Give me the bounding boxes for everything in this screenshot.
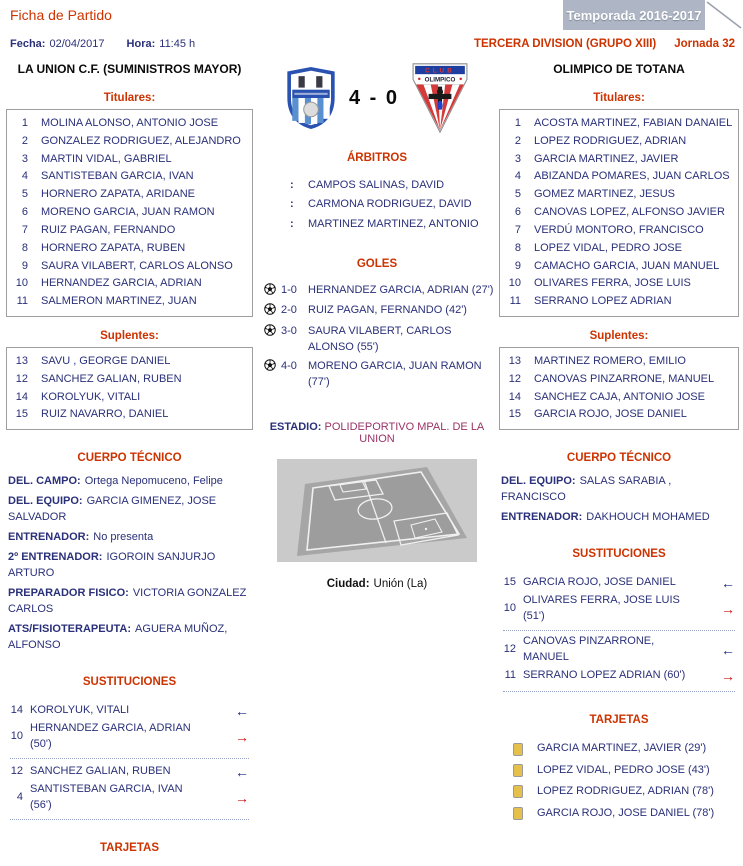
player-row bbox=[502, 151, 736, 169]
player-name: CANOVAS PINZARRONE, MANUEL bbox=[534, 372, 715, 385]
player-number: 8 bbox=[514, 241, 521, 254]
player-name: OLIVARES FERRA, JOSE LUIS (51') bbox=[523, 594, 680, 623]
player-name: SERRANO LOPEZ ADRIAN (60') bbox=[523, 669, 686, 682]
player-number: 1 bbox=[514, 117, 521, 129]
substitution-pair bbox=[10, 698, 249, 759]
player-row bbox=[9, 151, 250, 169]
player-out-arrow-icon: ← bbox=[721, 641, 735, 658]
player-number: 13 bbox=[508, 354, 521, 367]
home-subs-label: SUSTITUCIONES bbox=[82, 675, 177, 688]
away-staff-list bbox=[499, 474, 739, 526]
staff-row bbox=[8, 622, 251, 654]
referee-name: CAMPOS SALINAS, DAVID bbox=[308, 179, 445, 191]
staff-name: VICTORIA GONZALEZ CARLOS bbox=[8, 586, 247, 615]
player-number: 10 bbox=[15, 277, 28, 290]
goal-score: 1-0 bbox=[281, 283, 297, 296]
player-name: SAURA VILABERT, CARLOS ALONSO bbox=[41, 259, 233, 272]
estadio-label: ESTADIO: bbox=[269, 420, 322, 433]
player-row bbox=[502, 133, 736, 151]
player-name: SERRANO LOPEZ ADRIAN bbox=[534, 295, 672, 308]
player-number: 12 bbox=[15, 372, 28, 385]
player-row bbox=[9, 371, 250, 389]
away-subs-list bbox=[499, 570, 739, 692]
arbitros-label: ÁRBITROS bbox=[346, 152, 408, 164]
player-number: 12 bbox=[503, 643, 516, 656]
player-name: SANCHEZ GALIAN, RUBEN bbox=[30, 764, 171, 777]
card-row bbox=[513, 760, 739, 781]
player-name: HERNANDEZ GARCIA, ADRIAN (50') bbox=[30, 721, 191, 750]
player-name: KOROLYUK, VITALI bbox=[30, 703, 130, 716]
player-out-arrow-icon: ← bbox=[235, 702, 249, 719]
staff-name: DAKHOUCH MOHAMED bbox=[586, 511, 710, 524]
staff-row bbox=[501, 474, 737, 506]
sub-out-row bbox=[503, 634, 735, 666]
carded-player: GARCIA MARTINEZ, JAVIER (29') bbox=[537, 742, 707, 755]
carded-player: LOPEZ RODRIGUEZ, ADRIAN (78') bbox=[537, 785, 714, 798]
sub-out-row bbox=[10, 701, 249, 721]
estadio-line bbox=[258, 421, 496, 445]
player-row bbox=[9, 133, 250, 151]
player-number: 1 bbox=[21, 117, 28, 129]
home-staff-label: CUERPO TÉCNICO bbox=[77, 452, 182, 465]
yellow-card-icon bbox=[513, 807, 523, 820]
colon-bullet: : bbox=[290, 217, 294, 230]
player-name: SANCHEZ CAJA, ANTONIO JOSE bbox=[534, 390, 705, 403]
player-name: ACOSTA MARTINEZ, FABIAN DANAIEL bbox=[534, 117, 733, 129]
goal-scorer: SAURA VILABERT, CARLOS ALONSO (55') bbox=[308, 324, 452, 354]
player-name: SANTISTEBAN GARCIA, IVAN bbox=[41, 170, 194, 183]
player-name: HERNANDEZ GARCIA, ADRIAN bbox=[41, 277, 202, 290]
player-name: CANOVAS PINZARRONE, MANUEL bbox=[523, 635, 655, 664]
player-number: 14 bbox=[10, 703, 23, 716]
home-subs-list bbox=[6, 698, 253, 820]
player-number: 13 bbox=[15, 354, 28, 367]
player-row bbox=[9, 353, 250, 371]
carded-player: GARCIA ROJO, JOSE DANIEL (78') bbox=[537, 806, 715, 819]
home-team-crest bbox=[285, 66, 337, 130]
player-row bbox=[9, 168, 250, 186]
staff-name: IGOROIN SANJURJO ARTURO bbox=[8, 550, 216, 579]
away-suplentes-box bbox=[499, 347, 739, 430]
player-row bbox=[9, 240, 250, 258]
home-team-column bbox=[6, 56, 253, 866]
staff-name: AGUERA MUÑOZ, ALFONSO bbox=[8, 622, 228, 651]
staff-role-label: 2º ENTRENADOR: bbox=[8, 550, 103, 563]
player-number: 11 bbox=[504, 669, 516, 682]
player-in-arrow-icon: → bbox=[721, 668, 735, 685]
player-name: CAMACHO GARCIA, JUAN MANUEL bbox=[534, 259, 720, 272]
player-name: MOLINA ALONSO, ANTONIO JOSE bbox=[41, 117, 219, 129]
staff-role-label: ENTRENADOR: bbox=[8, 531, 90, 543]
player-in-arrow-icon: → bbox=[235, 789, 249, 806]
goles-list bbox=[258, 282, 496, 391]
staff-name: Ortega Nepomuceno, Felipe bbox=[84, 475, 223, 488]
player-number: 3 bbox=[21, 152, 28, 165]
player-in-arrow-icon: → bbox=[235, 728, 249, 745]
goal-scorer: HERNANDEZ GARCIA, ADRIAN (27') bbox=[308, 283, 494, 296]
player-row bbox=[502, 406, 736, 424]
goal-row bbox=[264, 302, 496, 321]
staff-role-label: PREPARADOR FISICO: bbox=[8, 586, 129, 599]
player-row bbox=[502, 293, 736, 311]
match-summary-column bbox=[258, 56, 496, 590]
staff-role-label: DEL. EQUIPO: bbox=[8, 495, 83, 508]
player-number: 15 bbox=[508, 408, 521, 421]
away-titulares-box bbox=[499, 109, 739, 317]
away-team-crest bbox=[411, 61, 469, 135]
estadio-link[interactable]: POLIDEPORTIVO MPAL. DE LA UNION bbox=[324, 420, 485, 445]
away-suplentes-label: Suplentes: bbox=[589, 329, 649, 342]
goal-scorer: RUIZ PAGAN, FERNANDO (42') bbox=[308, 304, 467, 317]
goal-score: 2-0 bbox=[281, 304, 297, 317]
player-row bbox=[502, 389, 736, 407]
player-row bbox=[502, 204, 736, 222]
player-row bbox=[502, 353, 736, 371]
player-row bbox=[502, 258, 736, 276]
player-name: HORNERO ZAPATA, ARIDANE bbox=[41, 188, 196, 201]
yellow-card-icon bbox=[513, 743, 523, 756]
player-out-arrow-icon: ← bbox=[721, 575, 735, 591]
sub-in-row bbox=[503, 593, 735, 625]
sub-in-row bbox=[10, 721, 249, 753]
away-cards-label: TARJETAS bbox=[589, 714, 649, 727]
home-team-name: LA UNION C.F. (SUMINISTROS MAYOR) bbox=[17, 62, 242, 76]
ciudad-value: Unión (La) bbox=[373, 577, 428, 590]
player-number: 6 bbox=[21, 206, 28, 219]
soccer-ball-icon bbox=[264, 323, 281, 356]
goal-row bbox=[264, 358, 496, 391]
away-cards-list bbox=[499, 738, 739, 824]
player-row bbox=[9, 406, 250, 424]
staff-name: GARCIA GIMENEZ, JOSE SALVADOR bbox=[8, 495, 217, 524]
player-number: 15 bbox=[503, 576, 516, 589]
jornada-label: Jornada 32 bbox=[674, 38, 735, 50]
staff-role-label: DEL. CAMPO: bbox=[8, 475, 81, 488]
player-number: 5 bbox=[21, 188, 28, 201]
player-row bbox=[502, 240, 736, 258]
card-row bbox=[513, 738, 739, 759]
player-name: CANOVAS LOPEZ, ALFONSO JAVIER bbox=[534, 206, 725, 219]
player-number: 4 bbox=[16, 791, 23, 803]
sub-out-row bbox=[503, 573, 735, 593]
away-team-name: OLIMPICO DE TOTANA bbox=[553, 62, 685, 76]
player-row bbox=[502, 222, 736, 240]
player-name: LOPEZ RODRIGUEZ, ADRIAN bbox=[534, 134, 687, 147]
home-titulares-box bbox=[6, 109, 253, 317]
substitution-pair bbox=[10, 759, 249, 820]
player-name: MARTIN VIDAL, GABRIEL bbox=[41, 152, 172, 165]
player-name: MARTINEZ ROMERO, EMILIO bbox=[534, 354, 686, 367]
page-title: Ficha de Partido bbox=[10, 7, 112, 23]
away-titulares-label: Titulares: bbox=[593, 92, 645, 104]
goal-scorer: MORENO GARCIA, JUAN RAMON (77') bbox=[308, 359, 482, 389]
player-number: 8 bbox=[21, 241, 28, 254]
player-number: 2 bbox=[514, 134, 521, 147]
hora-label: Hora: bbox=[126, 38, 156, 50]
player-number: 10 bbox=[508, 277, 521, 290]
player-row bbox=[9, 258, 250, 276]
referee-row bbox=[290, 195, 496, 214]
goal-row bbox=[264, 323, 496, 356]
player-name: SALMERON MARTINEZ, JUAN bbox=[41, 295, 197, 308]
home-cards-label: TARJETAS bbox=[100, 841, 159, 854]
player-number: 4 bbox=[514, 170, 521, 183]
player-name: OLIVARES FERRA, JOSE LUIS bbox=[534, 277, 691, 290]
ciudad-line bbox=[258, 578, 496, 590]
substitution-pair bbox=[503, 631, 735, 692]
home-suplentes-box bbox=[6, 347, 253, 430]
folded-corner-icon bbox=[705, 0, 743, 30]
player-row bbox=[9, 186, 250, 204]
final-score: 4 - 0 bbox=[348, 86, 400, 109]
goles-label: GOLES bbox=[356, 257, 398, 270]
staff-role-label: DEL. EQUIPO: bbox=[501, 475, 576, 488]
yellow-card-icon bbox=[513, 764, 523, 777]
svg-text:CLUB: CLUB bbox=[425, 67, 455, 75]
score-row bbox=[258, 58, 496, 138]
player-number: 5 bbox=[514, 188, 521, 201]
staff-role-label: ENTRENADOR: bbox=[501, 511, 583, 524]
player-number: 12 bbox=[508, 372, 521, 385]
player-name: KOROLYUK, VITALI bbox=[41, 390, 141, 403]
player-name: GONZALEZ RODRIGUEZ, ALEJANDRO bbox=[41, 134, 241, 147]
player-row bbox=[502, 115, 736, 133]
referee-name: CARMONA RODRIGUEZ, DAVID bbox=[308, 198, 472, 211]
home-titulares-label: Titulares: bbox=[103, 92, 156, 104]
player-name: GARCIA ROJO, JOSE DANIEL bbox=[534, 408, 687, 421]
sub-out-row bbox=[10, 762, 249, 782]
player-row bbox=[9, 389, 250, 407]
soccer-ball-icon bbox=[264, 358, 281, 391]
staff-row bbox=[8, 530, 251, 546]
player-number: 12 bbox=[10, 764, 23, 777]
svg-text:OLIMPICO: OLIMPICO bbox=[424, 76, 456, 84]
player-name: MORENO GARCIA, JUAN RAMON bbox=[41, 206, 215, 219]
referee-name: MARTINEZ MARTINEZ, ANTONIO bbox=[308, 217, 479, 230]
player-number: 4 bbox=[21, 170, 28, 183]
player-row bbox=[502, 371, 736, 389]
date-time bbox=[10, 38, 195, 50]
fecha-value: 02/04/2017 bbox=[49, 38, 105, 50]
match-meta-row bbox=[0, 38, 743, 50]
home-suplentes-label: Suplentes: bbox=[100, 329, 159, 342]
away-team-column bbox=[499, 56, 739, 824]
player-name: ABIZANDA POMARES, JUAN CARLOS bbox=[534, 170, 730, 183]
player-name: GARCIA MARTINEZ, JAVIER bbox=[534, 152, 679, 165]
hora-value: 11:45 h bbox=[159, 38, 196, 50]
staff-row bbox=[8, 550, 251, 582]
player-number: 11 bbox=[16, 295, 28, 308]
division-label: TERCERA DIVISION (GRUPO XIII) bbox=[473, 38, 657, 50]
player-number: 2 bbox=[21, 134, 28, 147]
player-number: 11 bbox=[509, 295, 521, 308]
player-name: SANTISTEBAN GARCIA, IVAN (56') bbox=[30, 783, 183, 811]
player-in-arrow-icon: → bbox=[721, 601, 735, 618]
away-subs-label: SUSTITUCIONES bbox=[572, 548, 666, 560]
card-row bbox=[513, 803, 739, 824]
player-row bbox=[502, 275, 736, 293]
staff-name: SALAS SARABIA , FRANCISCO bbox=[501, 475, 672, 504]
card-row bbox=[513, 781, 739, 802]
player-name: GOMEZ MARTINEZ, JESUS bbox=[534, 188, 675, 201]
player-number: 9 bbox=[514, 259, 521, 272]
player-out-arrow-icon: ← bbox=[235, 763, 249, 780]
player-name: HORNERO ZAPATA, RUBEN bbox=[41, 241, 186, 254]
colon-bullet: : bbox=[290, 198, 294, 211]
ciudad-label: Ciudad: bbox=[326, 577, 370, 590]
goal-score: 3-0 bbox=[281, 324, 297, 337]
sub-in-row bbox=[503, 666, 735, 686]
player-name: GARCIA ROJO, JOSE DANIEL bbox=[523, 576, 676, 589]
player-row bbox=[502, 186, 736, 204]
home-staff-list bbox=[6, 474, 253, 653]
staff-role-label: ATS/FISIOTERAPEUTA: bbox=[8, 622, 132, 635]
player-number: 10 bbox=[10, 729, 23, 742]
player-number: 6 bbox=[514, 206, 521, 219]
player-row bbox=[9, 115, 250, 133]
carded-player: LOPEZ VIDAL, PEDRO JOSE (43') bbox=[537, 763, 710, 776]
staff-row bbox=[501, 510, 737, 526]
player-number: 10 bbox=[503, 602, 516, 615]
player-number: 9 bbox=[21, 259, 28, 272]
player-row bbox=[502, 168, 736, 186]
player-name: SAVU , GEORGE DANIEL bbox=[41, 354, 171, 367]
player-row bbox=[9, 275, 250, 293]
soccer-ball-icon bbox=[264, 282, 281, 301]
player-row bbox=[9, 293, 250, 311]
player-name: SANCHEZ GALIAN, RUBEN bbox=[41, 372, 182, 385]
goal-row bbox=[264, 282, 496, 301]
player-number: 15 bbox=[15, 408, 28, 421]
fecha-label: Fecha: bbox=[10, 38, 46, 50]
player-name: RUIZ PAGAN, FERNANDO bbox=[41, 223, 176, 236]
sub-in-row bbox=[10, 782, 249, 814]
season-banner bbox=[563, 0, 743, 30]
soccer-ball-icon bbox=[264, 302, 281, 321]
player-number: 3 bbox=[514, 152, 521, 165]
player-number: 7 bbox=[21, 223, 28, 236]
stadium-image bbox=[277, 459, 477, 567]
goal-score: 4-0 bbox=[281, 359, 297, 372]
player-number: 7 bbox=[514, 223, 521, 236]
player-row bbox=[9, 204, 250, 222]
staff-row bbox=[8, 494, 251, 526]
colon-bullet: : bbox=[290, 179, 294, 191]
player-name: RUIZ NAVARRO, DANIEL bbox=[41, 408, 169, 421]
player-number: 14 bbox=[508, 390, 521, 403]
player-name: LOPEZ VIDAL, PEDRO JOSE bbox=[534, 241, 682, 254]
player-number: 14 bbox=[15, 390, 28, 403]
referee-row bbox=[290, 215, 496, 234]
staff-row bbox=[8, 586, 251, 618]
yellow-card-icon bbox=[513, 785, 523, 798]
substitution-pair bbox=[503, 570, 735, 631]
arbitros-list bbox=[258, 176, 496, 234]
staff-name: No presenta bbox=[93, 531, 154, 543]
referee-row bbox=[290, 176, 496, 195]
season-label: Temporada 2016-2017 bbox=[566, 7, 702, 23]
staff-row bbox=[8, 474, 251, 490]
player-row bbox=[9, 222, 250, 240]
player-name: VERDÚ MONTORO, FRANCISCO bbox=[534, 223, 704, 236]
away-staff-label: CUERPO TÉCNICO bbox=[566, 452, 672, 465]
competition-info bbox=[474, 38, 735, 50]
